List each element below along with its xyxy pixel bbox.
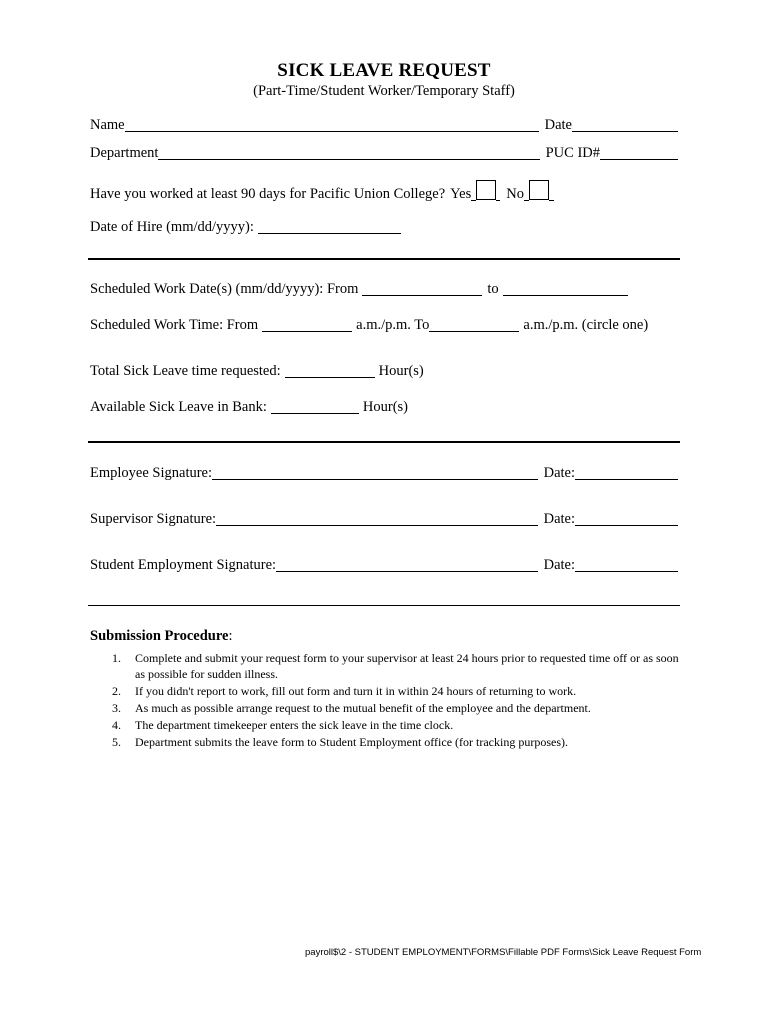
- name-row: [90, 116, 678, 134]
- student-employment-date-field[interactable]: [575, 557, 678, 572]
- work-dates-label: Scheduled Work Date(s) (mm/dd/yyyy): From: [90, 281, 359, 297]
- puc-id-label: PUC ID#: [545, 145, 600, 161]
- student-employment-date-label: Date:: [543, 557, 575, 573]
- work-date-to-field[interactable]: [503, 281, 628, 296]
- list-item: 4. The department timekeeper enters the sick leave in the time clock.: [112, 718, 454, 732]
- total-hours-label: Hour(s): [378, 363, 424, 379]
- ampm-to-label: a.m./p.m. To: [356, 317, 430, 333]
- date-of-hire-row: [90, 218, 401, 236]
- employee-signature-row: [90, 464, 678, 482]
- total-requested-row: [90, 362, 424, 380]
- section-divider: [88, 605, 680, 606]
- name-label: Name: [90, 117, 125, 133]
- employee-date-label: Date:: [543, 465, 575, 481]
- procedure-list: [90, 650, 680, 751]
- no-label: No: [506, 186, 524, 202]
- yes-checkbox[interactable]: [476, 180, 496, 200]
- work-time-label: Scheduled Work Time: From: [90, 317, 259, 333]
- available-bank-field[interactable]: [271, 399, 359, 414]
- date-field[interactable]: [572, 117, 678, 132]
- supervisor-signature-label: Supervisor Signature:: [90, 511, 217, 527]
- work-time-to-field[interactable]: [429, 317, 519, 332]
- date-label: Date: [544, 117, 572, 133]
- employee-signature-field[interactable]: [212, 465, 538, 480]
- yes-label: Yes: [450, 186, 472, 202]
- list-item: 5. Department submits the leave form to Student Employment office (for tracking purposes).: [112, 735, 569, 749]
- form-subtitle: (Part-Time/Student Worker/Temporary Staff): [253, 83, 515, 99]
- section-divider: [88, 441, 680, 443]
- employee-date-field[interactable]: [575, 465, 678, 480]
- puc-id-field[interactable]: [600, 145, 678, 160]
- total-requested-label: Total Sick Leave time requested:: [90, 363, 281, 379]
- total-requested-field[interactable]: [285, 363, 375, 378]
- department-label: Department: [90, 145, 159, 161]
- list-item: 2. If you didn't report to work, fill out form and turn it in within 24 hours of returning to work.: [112, 684, 577, 698]
- supervisor-signature-field[interactable]: [216, 511, 538, 526]
- work-time-row: [90, 316, 648, 334]
- list-item: 3. As much as possible arrange request to the mutual benefit of the employee and the department.: [112, 701, 591, 715]
- available-bank-label: Available Sick Leave in Bank:: [90, 399, 267, 415]
- ampm-circle-label: a.m./p.m. (circle one): [523, 317, 649, 333]
- file-path-footer: payroll$\2 - STUDENT EMPLOYMENT\FORMS\Fillable PDF Forms\Sick Leave Request Form: [305, 947, 702, 958]
- available-bank-row: [90, 398, 408, 416]
- supervisor-signature-row: [90, 510, 678, 528]
- no-checkbox[interactable]: [529, 180, 549, 200]
- student-employment-signature-row: [90, 556, 678, 574]
- supervisor-date-field[interactable]: [575, 511, 678, 526]
- department-row: [90, 144, 678, 162]
- worked-90-days-label: Have you worked at least 90 days for Pacific Union College?: [90, 186, 446, 202]
- employee-signature-label: Employee Signature:: [90, 465, 213, 481]
- work-dates-row: [90, 280, 628, 298]
- worked-90-days-row: [90, 180, 554, 203]
- name-field[interactable]: [125, 117, 539, 132]
- form-title: SICK LEAVE REQUEST: [277, 60, 491, 81]
- department-field[interactable]: [158, 145, 539, 160]
- work-date-from-field[interactable]: [362, 281, 482, 296]
- student-employment-signature-label: Student Employment Signature:: [90, 557, 277, 573]
- available-hours-label: Hour(s): [362, 399, 409, 415]
- section-divider: [88, 258, 680, 260]
- to-label: to: [487, 281, 499, 297]
- list-item: 1. Complete and submit your request form to your supervisor at least 24 hours prior to requested time off or as soon as possible for sudden illness.: [112, 651, 679, 681]
- supervisor-date-label: Date:: [543, 511, 575, 527]
- procedure-heading: Submission Procedure:: [90, 628, 233, 644]
- date-of-hire-label: Date of Hire (mm/dd/yyyy):: [90, 219, 254, 235]
- student-employment-signature-field[interactable]: [276, 557, 538, 572]
- date-of-hire-field[interactable]: [258, 219, 401, 234]
- work-time-from-field[interactable]: [262, 317, 352, 332]
